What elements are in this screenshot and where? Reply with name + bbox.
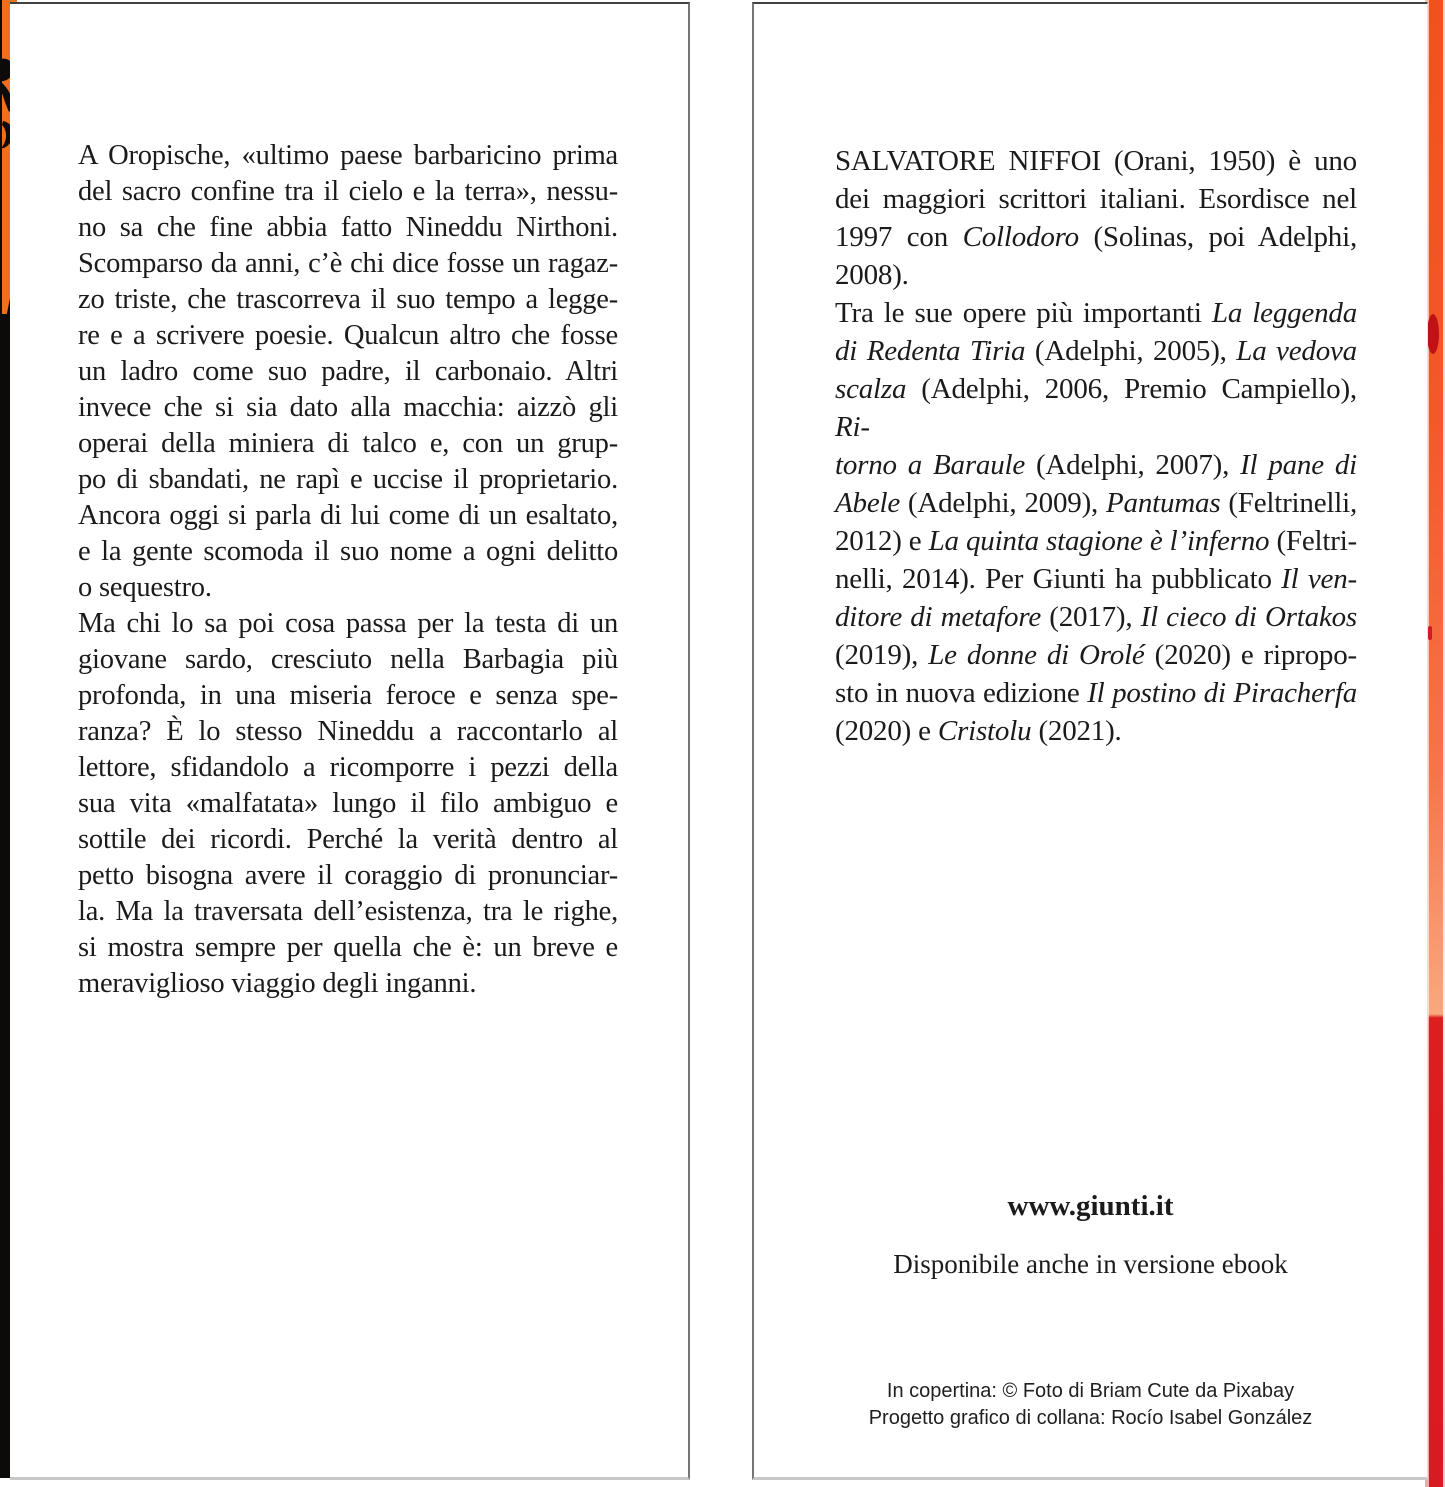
- ebook-note: Disponibile anche in versione ebook: [893, 1249, 1288, 1279]
- synopsis-line: meraviglioso viaggio degli inganni.: [78, 968, 477, 999]
- synopsis-line: re e a scrivere poesie. Qualcun altro che fosse: [78, 320, 618, 351]
- synopsis-line: Ancora oggi si parla di lui come di un esaltato,: [78, 500, 618, 531]
- bio-line: scalza (Adelphi, 2006, Premio Campiello), Ri-: [835, 373, 1357, 443]
- synopsis-line: ranza? È lo stesso Nineddu a raccontarlo al: [78, 716, 618, 747]
- synopsis-line: zo triste, che trascorreva il suo tempo a legge-: [78, 284, 618, 315]
- synopsis-line: Scomparso da anni, c’è chi dice fosse un ragaz-: [78, 248, 618, 279]
- synopsis-line: la. Ma la traversata dell’esistenza, tra le righe,: [78, 896, 618, 927]
- red-accent-blob: [1427, 314, 1439, 354]
- synopsis-line: del sacro confine tra il cielo e la terra», nessu-: [78, 176, 618, 207]
- synopsis-line: si mostra sempre per quella che è: un breve e: [78, 932, 618, 963]
- bio-line: nelli, 2014). Per Giunti ha pubblicato Il ven-: [835, 563, 1357, 595]
- synopsis-line: operai della miniera di talco e, con un grup-: [78, 428, 618, 459]
- synopsis-line: A Oropische, «ultimo paese barbaricino prima: [78, 140, 618, 171]
- left-flap: [10, 2, 690, 1480]
- synopsis-line: giovane sardo, cresciuto nella Barbagia più: [78, 644, 618, 675]
- synopsis-line: o sequestro.: [78, 572, 212, 603]
- bio-line: ditore di metafore (2017), Il cieco di Ortakos: [835, 601, 1357, 633]
- bio-line: 1997 con Collodoro (Solinas, poi Adelphi, 2008).: [835, 221, 1358, 291]
- bio-line: dei maggiori scrittori italiani. Esordisce nel: [835, 183, 1357, 215]
- publisher-website: www.giunti.it: [1007, 1190, 1174, 1222]
- bio-line: torno a Baraule (Adelphi, 2007), Il pane di: [835, 449, 1357, 481]
- bio-line: Tra le sue opere più importanti La leggenda: [835, 297, 1358, 329]
- synopsis-line: lettore, sfidandolo a ricomporre i pezzi della: [78, 752, 618, 783]
- bio-line: 2012) e La quinta stagione è l’inferno (Feltri-: [835, 525, 1358, 557]
- page-gutter: [692, 2, 752, 1480]
- synopsis-line: Ma chi lo sa poi cosa passa per la testa di un: [78, 608, 618, 639]
- right-flap: [752, 2, 1428, 1480]
- red-accent-tick: [1428, 626, 1432, 640]
- synopsis-line: profonda, in una miseria feroce e senza spe-: [78, 680, 618, 711]
- synopsis-line: un ladro come suo padre, il carbonaio. Altri: [78, 356, 618, 387]
- synopsis-line: no sa che fine abbia fatto Nineddu Nirthoni.: [78, 212, 618, 243]
- synopsis-line: sottile dei ricordi. Perché la verità dentro al: [78, 824, 618, 855]
- author-bio-text: [835, 142, 1357, 750]
- bio-line: SALVATORE NIFFOI (Orani, 1950) è uno: [835, 145, 1357, 177]
- credits-block: [754, 1378, 1427, 1432]
- bio-line: (2019), Le donne di Orolé (2020) e ripropo-: [835, 639, 1357, 671]
- bio-line: (2020) e Cristolu (2021).: [835, 715, 1122, 747]
- design-credit: Progetto grafico di collana: Rocío Isabel González: [868, 1407, 1313, 1429]
- synopsis-line: petto bisogna avere il coraggio di pronunciar-: [78, 860, 618, 891]
- bio-line: sto in nuova edizione Il postino di Piracherfa: [835, 677, 1358, 709]
- synopsis-text: [78, 138, 618, 1002]
- synopsis-line: sua vita «malfatata» lungo il filo ambiguo e: [78, 788, 618, 819]
- synopsis-line: invece che si sia dato alla macchia: aizzò gli: [78, 392, 618, 423]
- right-edge-strip: [1429, 0, 1443, 1487]
- bio-line: di Redenta Tiria (Adelphi, 2005), La vedova: [835, 335, 1357, 367]
- synopsis-line: e la gente scomoda il suo nome a ogni delitto: [78, 536, 618, 567]
- cover-credit: In copertina: © Foto di Briam Cute da Pixabay: [886, 1380, 1295, 1402]
- bio-line: Abele (Adelphi, 2009), Pantumas (Feltrinelli,: [835, 487, 1357, 519]
- synopsis-line: po di sbandati, ne rapì e uccise il proprietario.: [78, 464, 618, 495]
